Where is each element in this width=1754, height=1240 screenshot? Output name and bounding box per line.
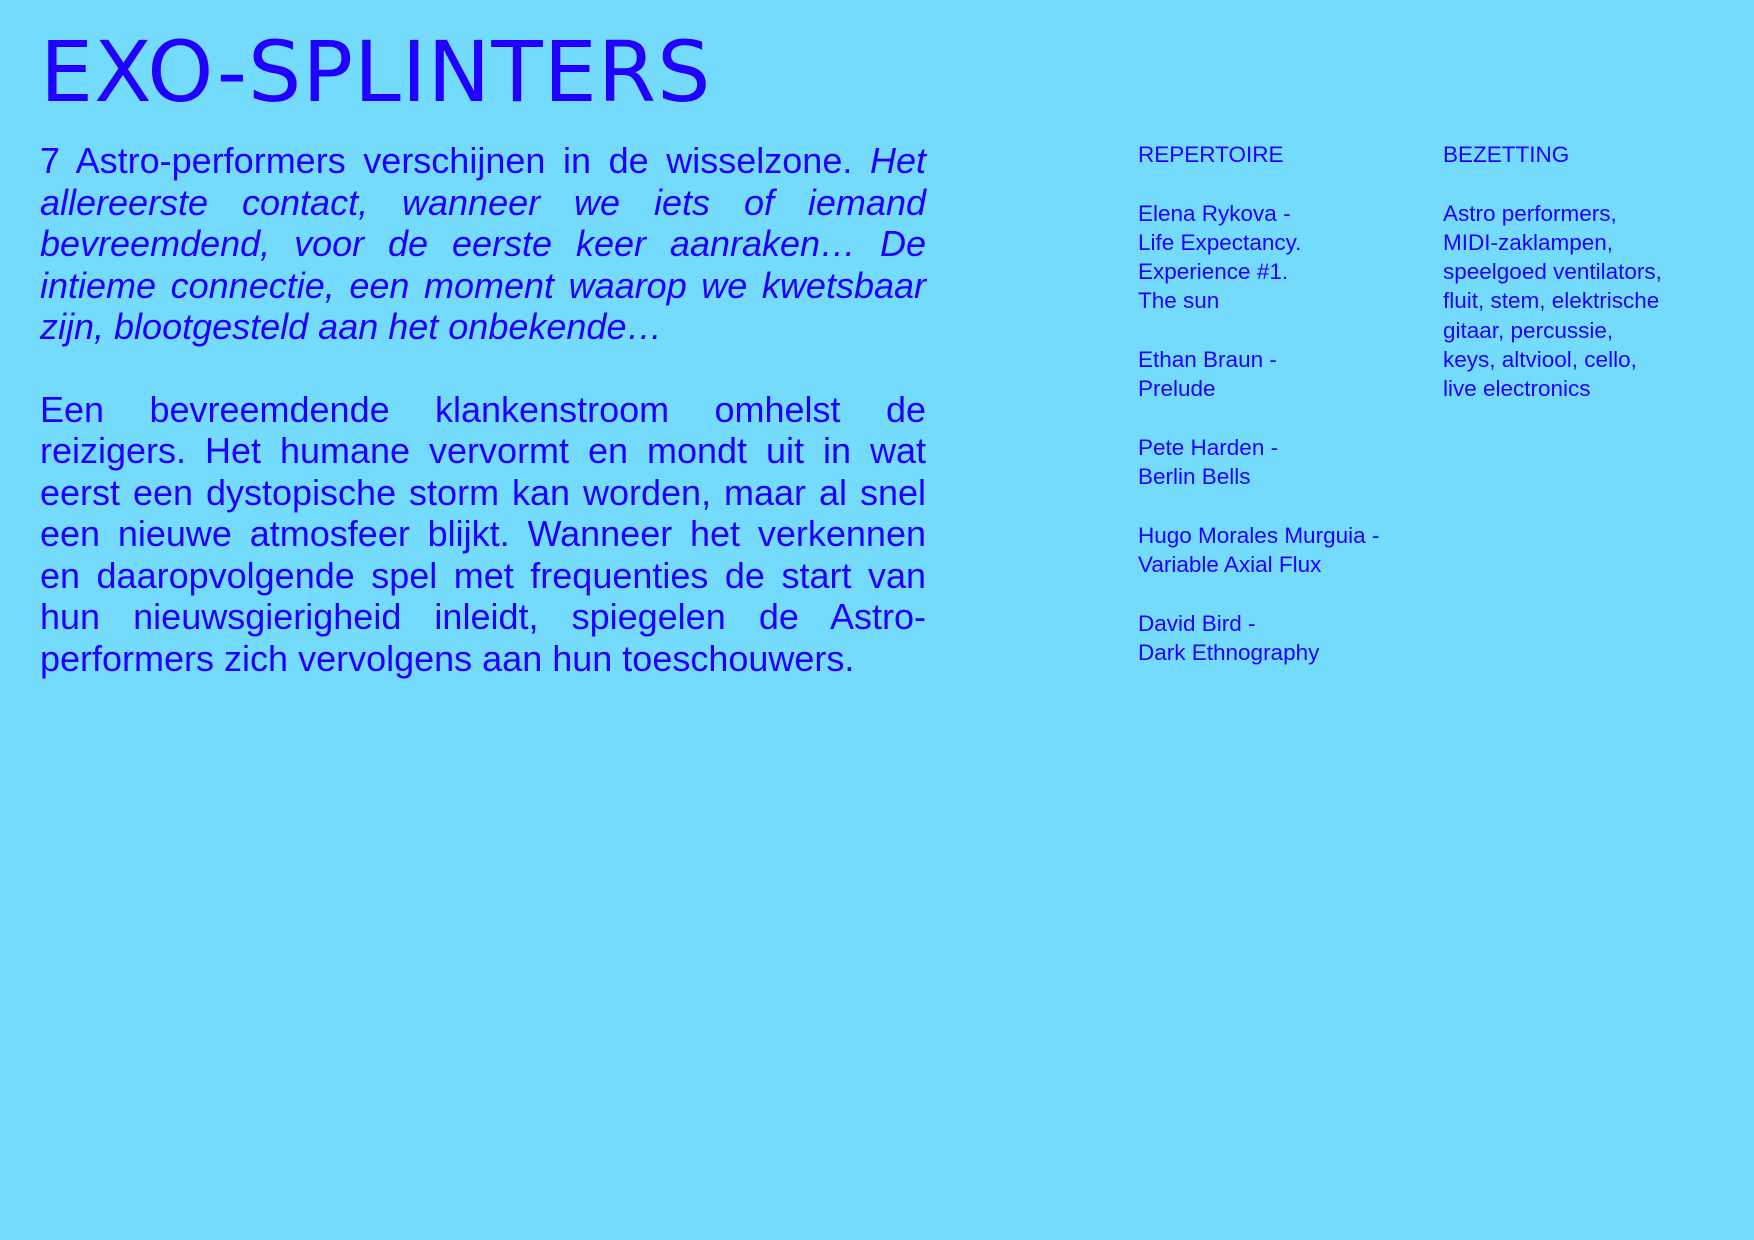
bezetting-line: keys, altviool, cello,	[1443, 347, 1637, 373]
bezetting-line: Astro performers,	[1443, 200, 1617, 226]
repertoire-composer: Ethan Braun -	[1138, 347, 1277, 373]
bezetting-column	[1443, 140, 1743, 404]
bezetting-line: live electronics	[1443, 376, 1591, 402]
repertoire-composer: Pete Harden -	[1138, 434, 1279, 460]
repertoire-work-line: Life Expectancy.	[1138, 229, 1302, 255]
main-text-block	[40, 140, 926, 679]
repertoire-work-line: Dark Ethnography	[1138, 640, 1320, 666]
bezetting-line: MIDI-zaklampen,	[1443, 229, 1614, 255]
intro-quote: Het allereerste contact, wanneer we iets of iemand bevreemdend, voor de eerste keer aanraken… De intieme connectie, een moment waarop we kwetsbaar zijn, blootgesteld aan het onbekende…	[40, 140, 926, 347]
bezetting-line: speelgoed ventilators,	[1443, 259, 1662, 285]
repertoire-item	[1138, 609, 1428, 668]
bezetting-line: fluit, stem, elektrische	[1443, 288, 1660, 314]
repertoire-item	[1138, 345, 1428, 404]
repertoire-heading: REPERTOIRE	[1138, 142, 1284, 167]
repertoire-work-line: Prelude	[1138, 376, 1216, 402]
repertoire-column	[1138, 140, 1428, 697]
repertoire-composer: Elena Rykova -	[1138, 200, 1291, 226]
repertoire-composer: Hugo Morales Murguia -	[1138, 522, 1380, 548]
repertoire-work-line: Variable Axial Flux	[1138, 552, 1322, 578]
intro-paragraph	[40, 140, 926, 348]
bezetting-heading: BEZETTING	[1443, 142, 1570, 167]
page-title: EXO-SPLINTERS	[40, 23, 712, 121]
description-paragraph: Een bevreemdende klankenstroom omhelst de reizigers. Het humane vervormt en mondt uit in wat eerst een dystopische storm kan worden, maar al snel een nieuwe atmosfeer blijkt. Wanneer het verkennen en daaropvolgende spel met frequenties de start van hun nieuwsgierigheid inleidt, spiegelen de Astro-performers zich vervolgens aan hun toeschouwers.	[40, 388, 926, 679]
bezetting-line: gitaar, percussie,	[1443, 317, 1614, 343]
repertoire-work-line: Experience #1.	[1138, 259, 1289, 285]
repertoire-work-line: The sun	[1138, 288, 1220, 314]
repertoire-composer: David Bird -	[1138, 610, 1256, 636]
repertoire-work-line: Berlin Bells	[1138, 464, 1251, 490]
repertoire-item	[1138, 521, 1428, 580]
repertoire-list	[1138, 199, 1428, 668]
repertoire-item	[1138, 199, 1428, 316]
intro-lead: 7 Astro-performers verschijnen in de wisselzone.	[40, 140, 853, 181]
bezetting-list	[1443, 199, 1743, 404]
repertoire-item	[1138, 433, 1428, 492]
